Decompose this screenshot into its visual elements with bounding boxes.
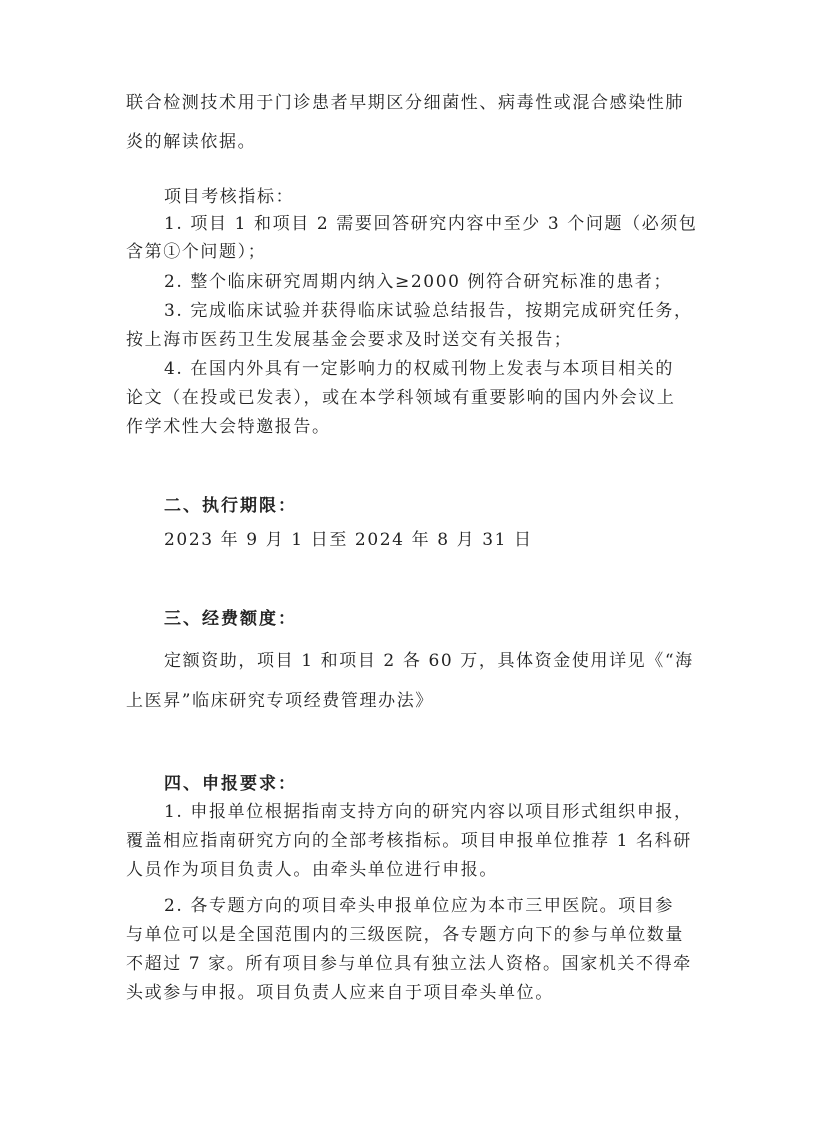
requirements-item-1-line-2: 覆盖相应指南研究方向的全部考核指标。项目申报单位推荐 1 名科研 <box>126 831 692 851</box>
period-heading: 二、执行期限： <box>164 496 297 516</box>
assessment-item-3-line-1: 3. 完成临床试验并获得临床试验总结报告，按期完成研究任务， <box>164 301 693 321</box>
assessment-item-4-line-1: 4. 在国内外具有一定影响力的权威刊物上发表与本项目相关的 <box>164 359 675 379</box>
funding-line-2: 上医昇”临床研究专项经费管理办法》 <box>126 691 434 711</box>
requirements-item-1-line-3: 人员作为项目负责人。由牵头单位进行申报。 <box>126 860 498 880</box>
assessment-title: 项目考核指标： <box>164 187 295 207</box>
requirements-item-2-line-2: 与单位可以是全国范围内的三级医院，各专题方向下的参与单位数量 <box>126 925 684 945</box>
assessment-item-4-line-2: 论文（在投或已发表），或在本学科领域有重要影响的国内外会议上 <box>126 388 676 408</box>
assessment-item-3-line-2: 按上海市医药卫生发展基金会要求及时送交有关报告； <box>126 330 573 350</box>
requirements-item-2-line-3: 不超过 7 家。所有项目参与单位具有独立法人资格。国家机关不得牵 <box>126 954 692 974</box>
requirements-item-2-line-4: 头或参与申报。项目负责人应来自于项目牵头单位。 <box>126 983 554 1003</box>
requirements-item-1-line-1: 1. 申报单位根据指南支持方向的研究内容以项目形式组织申报， <box>164 802 693 822</box>
assessment-item-2-line-1: 2. 整个临床研究周期内纳入≥2000 例符合研究标准的患者； <box>164 272 673 292</box>
intro-line-1: 联合检测技术用于门诊患者早期区分细菌性、病毒性或混合感染性肺 <box>126 93 684 113</box>
funding-heading: 三、经费额度： <box>164 609 297 629</box>
assessment-item-1-line-2: 含第①个问题）； <box>126 242 267 262</box>
funding-line-1: 定额资助，项目 1 和项目 2 各 60 万，具体资金使用详见《“海 <box>164 651 694 671</box>
assessment-item-4-line-3: 作学术性大会特邀报告。 <box>126 417 331 437</box>
requirements-heading: 四、申报要求： <box>164 774 297 794</box>
requirements-item-2-line-1: 2. 各专题方向的项目牵头申报单位应为本市三甲医院。项目参 <box>164 896 675 916</box>
assessment-item-1-line-1: 1. 项目 1 和项目 2 需要回答研究内容中至少 3 个问题（必须包 <box>164 214 698 234</box>
period-text: 2023 年 9 月 1 日至 2024 年 8 月 31 日 <box>164 530 533 550</box>
intro-line-2: 炎的解读依据。 <box>126 132 257 152</box>
